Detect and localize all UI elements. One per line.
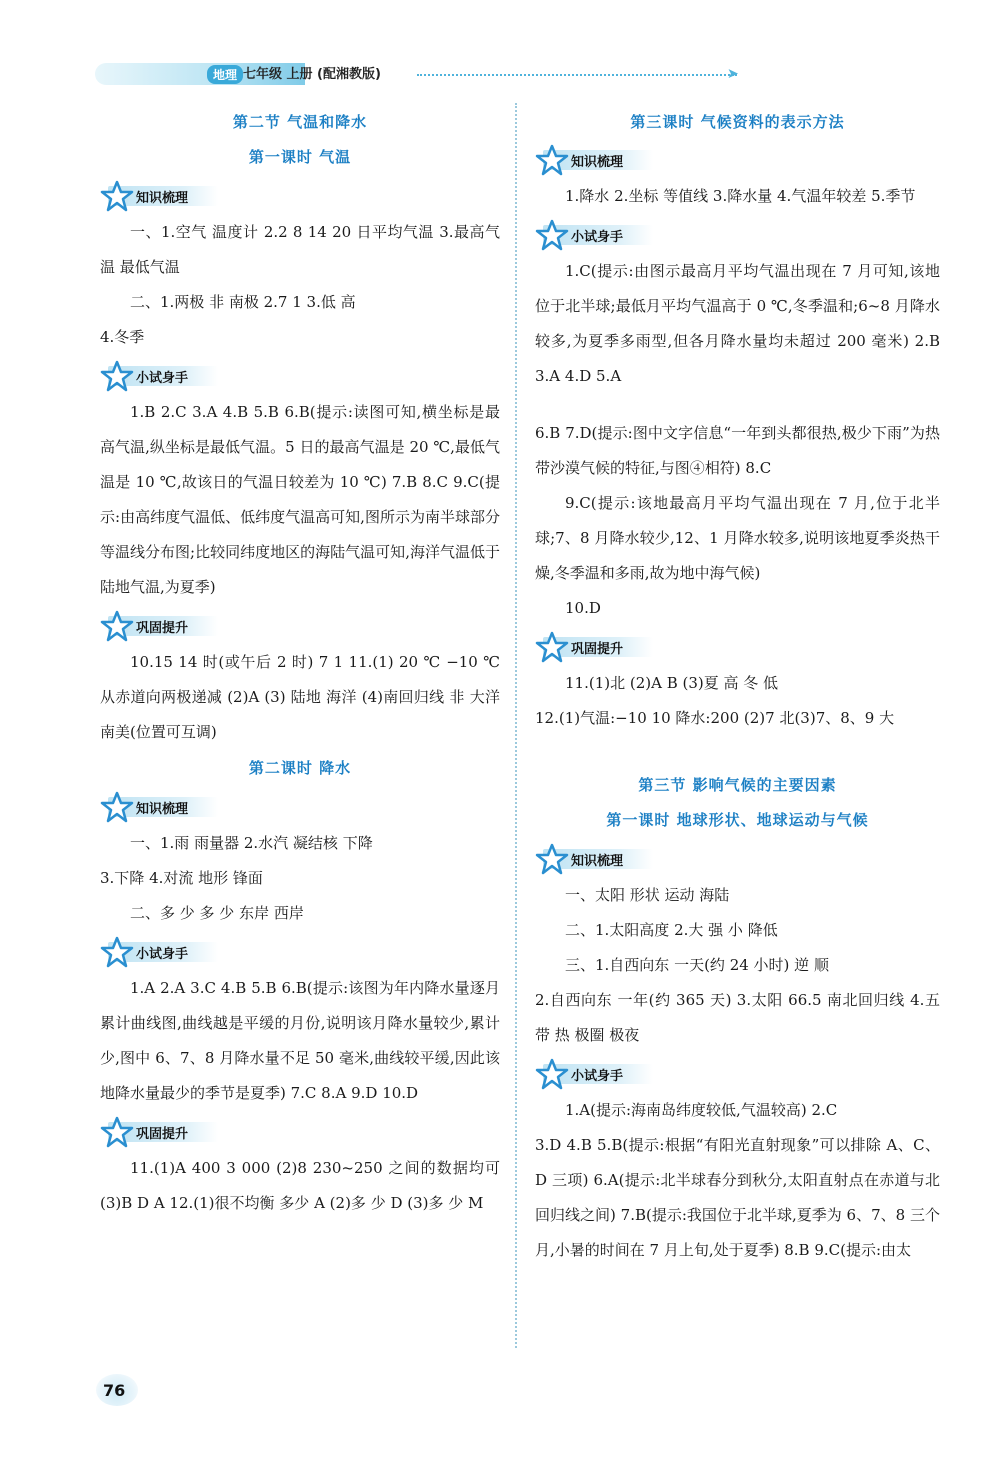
answer-text: 三、1.自西向东 一天(约 24 小时) 逆 顺 <box>565 956 829 974</box>
answer-text: 3.下降 4.对流 地形 锋面 <box>100 869 263 887</box>
answer-text: 1.A 2.A 3.C 4.B 5.B 6.B(提示:该图为年内降水量逐月累计曲线图,曲线越是平缓的月份,说明该月降水量较少,累计少,图中 6、7、8 月降水量不足 50 毫米,曲线较平缓,因此该地降水量最少的季节是夏季) 7.C 8.A 9.D 10.D <box>100 979 500 1102</box>
tag-label: 小试身手 <box>136 371 189 386</box>
tag-label: 巩固提升 <box>571 642 624 657</box>
answer-text: 二、1.两极 非 南极 2.7 1 3.低 高 <box>130 293 356 311</box>
star-icon <box>100 790 134 824</box>
lesson-title: 第一课时 气温 <box>248 148 352 166</box>
answer-text: 12.(1)气温:−10 10 降水:200 (2)7 北(3)7、8、9 大 <box>535 709 895 727</box>
page-header <box>95 55 739 95</box>
answer-text: 2.自西向东 一年(约 365 天) 3.太阳 66.5 南北回归线 4.五带 热 极圈 极夜 <box>535 991 940 1044</box>
tag-label: 小试身手 <box>571 230 624 245</box>
lesson-title: 第三课时 气候资料的表示方法 <box>630 113 845 131</box>
answer-text: 二、1.太阳高度 2.大 强 小 降低 <box>565 921 778 939</box>
section-tag <box>100 935 500 969</box>
tag-label: 巩固提升 <box>136 621 189 636</box>
answer-text: 10.D <box>565 599 601 617</box>
answer-text: 4.冬季 <box>100 328 145 346</box>
tag-label: 知识梳理 <box>571 155 624 170</box>
star-icon <box>535 630 569 664</box>
answer-text: 1.C(提示:由图示最高月平均气温出现在 7 月可知,该地位于北半球;最低月平均气温高于 0 ℃,冬季温和;6~8 月降水较多,为夏季多雨型,但各月降水量均未超过 200 毫米) 2.B 3.A 4.D 5.A <box>535 262 940 385</box>
right-column <box>535 95 940 1268</box>
lesson-title: 第二课时 降水 <box>248 759 352 777</box>
page-number-text: 76 <box>103 1381 126 1400</box>
answer-text: 9.C(提示:该地最高月平均气温出现在 7 月,位于北半球;7、8 月降水较少,12、1 月降水较多,说明该地夏季炎热干燥,冬季温和多雨,故为地中海气候) <box>535 494 940 582</box>
column-divider <box>515 103 517 1348</box>
answer-text: 二、多 少 多 少 东岸 西岸 <box>130 904 304 922</box>
star-icon <box>100 359 134 393</box>
header-dotted-line <box>417 74 737 76</box>
subject-badge: 地理 <box>207 65 243 84</box>
left-column <box>100 95 500 1221</box>
answer-text: 1.A(提示:海南岛纬度较低,气温较高) 2.C <box>565 1101 838 1119</box>
section-tag <box>100 179 500 213</box>
arrow-icon: ➤ <box>727 66 739 82</box>
section-tag <box>100 1115 500 1149</box>
section-tag <box>100 790 500 824</box>
star-icon <box>535 218 569 252</box>
tag-label: 知识梳理 <box>136 802 189 817</box>
section-tag <box>535 842 940 876</box>
section-tag <box>535 1057 940 1091</box>
star-icon <box>535 1057 569 1091</box>
tag-label: 小试身手 <box>571 1069 624 1084</box>
tag-label: 知识梳理 <box>571 854 624 869</box>
section-tag <box>100 609 500 643</box>
section-tag <box>535 218 940 252</box>
section-tag <box>535 630 940 664</box>
answer-text: 3.D 4.B 5.B(提示:根据“有阳光直射现象”可以排除 A、C、D 三项) 6.A(提示:北半球春分到秋分,太阳直射点在赤道与北回归线之间) 7.B(提示:我国位于北半球,夏季为 6、7、8 三个月,小暑的时间在 7 月上旬,处于夏季) 8.B 9.C(提示:由太 <box>535 1136 940 1259</box>
section-title: 第二节 气温和降水 <box>232 113 368 131</box>
star-icon <box>100 935 134 969</box>
answer-text: 10.15 14 时(或午后 2 时) 7 1 11.(1) 20 ℃ −10 ℃ 从赤道向两极递减 (2)A (3) 陆地 海洋 (4)南回归线 非 大洋 南美(位置可互调) <box>100 653 500 741</box>
tag-label: 知识梳理 <box>136 191 189 206</box>
section-title: 第三节 影响气候的主要因素 <box>638 776 837 794</box>
star-icon <box>100 609 134 643</box>
lesson-title: 第一课时 地球形状、地球运动与气候 <box>606 811 869 829</box>
section-tag <box>100 359 500 393</box>
answer-text: 1.降水 2.坐标 等值线 3.降水量 4.气温年较差 5.季节 <box>565 187 916 205</box>
answer-text: 1.B 2.C 3.A 4.B 5.B 6.B(提示:读图可知,横坐标是最高气温,纵坐标是最低气温。5 日的最高气温是 20 ℃,最低气温是 10 ℃,故该日的气温日较差为 10 ℃) 7.B 8.C 9.C(提示:由高纬度气温低、低纬度气温高可知,图所示为南半球部分等温线分布图;比较同纬度地区的海陆气温可知,海洋气温低于陆地气温,为夏季) <box>100 403 500 596</box>
star-icon <box>535 143 569 177</box>
star-icon <box>100 179 134 213</box>
answer-text: 11.(1)A 400 3 000 (2)8 230~250 之间的数据均可 (3)B D A 12.(1)很不均衡 多少 A (2)多 少 D (3)多 少 M <box>100 1159 500 1212</box>
answer-text: 一、1.空气 温度计 2.2 8 14 20 日平均气温 3.最高气温 最低气温 <box>100 223 500 276</box>
answer-text: 6.B 7.D(提示:图中文字信息“一年到头都很热,极少下雨”为热带沙漠气候的特征,与图④相符) 8.C <box>535 424 940 477</box>
page-number <box>96 1374 138 1406</box>
star-icon <box>100 1115 134 1149</box>
answer-text: 一、太阳 形状 运动 海陆 <box>565 886 730 904</box>
star-icon <box>535 842 569 876</box>
tag-label: 巩固提升 <box>136 1127 189 1142</box>
grade-label: 七年级 上册 (配湘教版) <box>243 67 381 82</box>
section-tag <box>535 143 940 177</box>
answer-text: 11.(1)北 (2)A B (3)夏 高 冬 低 <box>565 674 779 692</box>
answer-text: 一、1.雨 雨量器 2.水汽 凝结核 下降 <box>130 834 373 852</box>
tag-label: 小试身手 <box>136 947 189 962</box>
